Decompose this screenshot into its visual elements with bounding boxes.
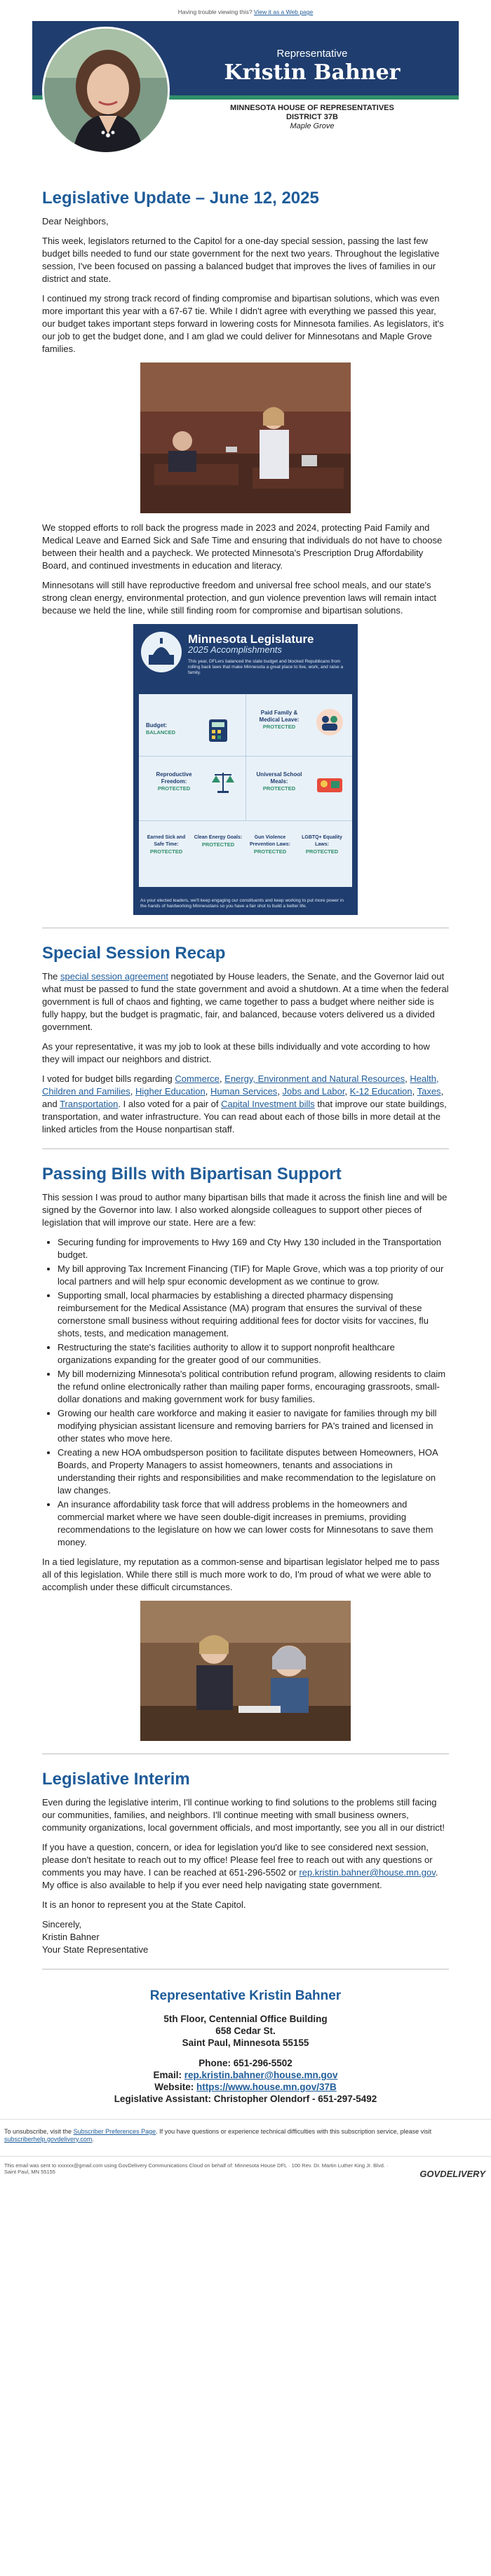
infographic-header — [133, 624, 358, 691]
contact-phone: Phone: 651-296-5502 — [199, 2058, 292, 2068]
signature-block — [42, 1918, 449, 1956]
accomplishments-infographic — [133, 624, 358, 915]
school-meal-icon — [314, 768, 345, 796]
divider — [42, 1969, 449, 1970]
list-item: • Creating a new HOA ombudsperson position to facilitate disputes between Homeowners, HOA Boards, and Property Managers to assist homeowners, tenants and associations in understanding their rights and responsibilities and make recommendation to the legislature on law changes. — [58, 1446, 449, 1497]
list-item: • Supporting small, local pharmacies by establishing a directed pharmacy dispensing reimbursement for the Medical Assistance (MA) program that ensures the survival of these cornerstone small business without requiring additional fees for doctor visits for vaccines, flu shots, tests, and medication management. — [58, 1289, 449, 1340]
infographic-title: Minnesota Legislature — [188, 632, 314, 646]
committee-photo — [140, 1601, 351, 1741]
subscriber-preferences-link[interactable]: Subscriber Preferences Page — [73, 2128, 156, 2135]
accomplishment-repro — [146, 771, 202, 792]
k12-link[interactable]: K-12 Education — [349, 1086, 412, 1097]
accomplishment-label: Reproductive Freedom: — [156, 771, 192, 785]
capital-text: that improve our state buildings, transportation, and water infrastructure. You can read about each of those bills in more detail at the linked articles from the House nonpartisan staff. — [42, 1099, 447, 1134]
accomplishment-budget — [146, 722, 195, 736]
accomplishment-status: BALANCED — [146, 729, 176, 735]
accomplishment-grid — [139, 694, 352, 887]
paragraph: As your representative, it was my job to look at these bills individually and vote according to how they will impact our neighbors and district. — [42, 1041, 430, 1064]
scales-icon — [209, 768, 237, 796]
contact-email-row — [42, 2069, 449, 2081]
accomplishment-label: Earned Sick and Safe Time: — [147, 835, 186, 847]
paragraph: I voted for budget bills regarding Commerce, Energy, Environment and Natural Resources, Health, Children and Families, Higher Education, Human Services, Jobs and Labor, K-12 Education, Taxes, and Transportation. I also voted for a pair of Capital Investment bills that improve our state buildings, transportation, and water infrastructure. You can read about each of those bills in more detail at the linked articles from the House nonpartisan staff. — [42, 1073, 447, 1134]
list-item: • My bill modernizing Minnesota's political contribution refund program, allowing residents to claim the refund online electronically rather than mailing paper forms, encouraging grassroots, small-dollar donations and making government work for busy families. — [58, 1368, 449, 1406]
paragraph: We stopped efforts to roll back the progress made in 2023 and 2024, protecting Paid Family and Medical Leave and Earned Sick and Safe Time and ensuring that individuals do not have to choose between their health and a paycheck. We protected Minnesota's Prescription Drug Affordability Board, and continued investments in education and literacy. — [42, 522, 443, 571]
contact-assistant: Legislative Assistant: Christopher Olendorf - 651-297-5492 — [114, 2094, 377, 2104]
contact-email-link[interactable]: rep.kristin.bahner@house.mn.gov — [184, 2070, 338, 2080]
budget-bills-intro: I voted for budget bills regarding — [42, 1073, 175, 1084]
list-item: • My bill approving Tax Increment Financing (TIF) for Maple Grove, which was a top priority of our local partners and will help spur economic development as we continue to grow. — [58, 1263, 449, 1288]
view-web-page-link[interactable]: View it as a Web page — [253, 8, 314, 15]
capitol-dome-icon — [140, 631, 182, 673]
contact-website-link[interactable]: https://www.house.mn.gov/37B — [196, 2082, 337, 2092]
contact-street: 658 Cedar St. — [215, 2026, 276, 2036]
sender-info: This email was sent to xxxxxx@gmail.com using GovDelivery Communications Cloud on behalf of: Minnesota House DFL · 100 Rev. Dr. Martin Luther King Jr. Blvd. · Saint Paul, MN 55155 — [4, 2162, 389, 2175]
district-info — [173, 104, 452, 131]
human-services-link[interactable]: Human Services — [210, 1086, 278, 1097]
list-item: • An insurance affordability task force that will address problems in the homeowners and commercial market where we have seen double-digit increases in premiums, providing recommendations to the legislature on how we can lower costs for Minnesotans to save them money. — [58, 1498, 449, 1549]
accomplishment-status: PROTECTED — [305, 848, 339, 855]
paragraph — [42, 970, 449, 1033]
jobs-labor-link[interactable]: Jobs and Labor — [282, 1086, 345, 1097]
unsub-text-b: . If you have questions or experience technical difficulties with this subscription service, please visit — [156, 2128, 432, 2135]
accomplishment-status: PROTECTED — [157, 785, 191, 792]
section-heading-recap: Special Session Recap — [42, 944, 226, 963]
contact-city: Saint Paul, Minnesota 55155 — [182, 2038, 309, 2048]
family-icon — [316, 708, 344, 736]
subscriber-help-link[interactable]: subscriberhelp.govdelivery.com — [4, 2136, 93, 2143]
paragraph: This week, legislators returned to the Capitol for a one-day special session, passing the last few budget bills needed to fund our state government for the next two years. Throughout the legislative session, I've been focused on passing a balanced budget that improves the lives of families in our district and state. — [42, 236, 440, 284]
capital-intro: . I also voted for a pair of — [118, 1099, 222, 1109]
accomplishment-status: PROTECTED — [262, 785, 296, 792]
infographic-description: This year, DFLers balanced the state budget and blocked Republicans from rolling back laws that make Minnesota a great place to live, work, and raise a family. — [188, 659, 344, 675]
accomplishment-label: Clean Energy Goals: — [194, 835, 243, 840]
higher-ed-link[interactable]: Higher Education — [135, 1086, 206, 1097]
energy-link[interactable]: Energy, Environment and Natural Resources — [224, 1073, 405, 1084]
accomplishment-label: Budget: — [146, 722, 168, 728]
accomplishment-label: LGBTQ+ Equality Laws: — [302, 835, 342, 847]
infographic-subtitle: 2025 Accomplishments — [188, 644, 282, 655]
accomplishment-label: Gun Violence Prevention Laws: — [250, 835, 290, 847]
accomplishment-gun-laws — [246, 834, 295, 855]
title-name: Kristin Bahner — [224, 60, 401, 85]
paragraph: It is an honor to represent you at the State Capitol. — [42, 1899, 246, 1910]
unsubscribe-note — [0, 2119, 491, 2149]
accomplishment-status: PROTECTED — [262, 724, 296, 730]
accomplishment-esst — [142, 834, 191, 855]
paragraph: In a tied legislature, my reputation as a common-sense and bipartisan legislator helped me to pass all of this legislation. While there still is much more work to do, I'm proud of what we were able to accomplish under these difficult circumstances. — [42, 1557, 440, 1592]
contact-website-row — [42, 2081, 449, 2093]
capital-investment-link[interactable]: Capital Investment bills — [221, 1099, 315, 1109]
contact-text: . My office is also available to help if you ever need help navigating state government. — [42, 1867, 438, 1890]
accomplishment-status: PROTECTED — [149, 848, 183, 855]
contact-intro: If you have a question, concern, or idea for legislation you'd like to see considered next session, please don't hesitate to reach out to my office! Please feel free to reach out with any questions or comments you may have. I can be reached at 651-296-5502 or — [42, 1842, 433, 1878]
paragraph: I continued my strong track record of finding compromise and bipartisan solutions, which was even more important this year with a 67-67 tie. While I didn't agree with everything we passed this year, our budget takes important steps forward in lowering costs for Minnesota families. As legislators, it's our job to get the budget done, and I am glad we could deliver for Minnesotans and Maple Grove families. — [42, 293, 444, 354]
unsub-text-a: To unsubscribe, visit the — [4, 2128, 74, 2135]
contact-name: Representative Kristin Bahner — [149, 1988, 342, 2003]
signature-name: Kristin Bahner — [42, 1932, 100, 1942]
title-small: Representative — [276, 48, 348, 60]
health-link[interactable]: Health, Children and Families — [42, 1073, 439, 1097]
footer-bar — [0, 2156, 491, 2191]
paragraph — [42, 1841, 449, 1892]
recap-text: negotiated by House leaders, the Senate, and the Governor laid out what must be passed to fund the state government and avoid a shutdown. At a time when the federal government is full of chaos and fighting, we came together to pass a budget where neither side is fully happy, but the budget is pragmatic, fair, and balanced, because voters delivered us a divided government. — [42, 971, 449, 1032]
main-content — [32, 189, 459, 2119]
infographic-footer: As your elected leaders, we'll keep engaging our constituents and keep working to put more power in the hands of hardworking Minnesotans so you have a fair shot to build a better life. — [140, 898, 344, 909]
signature-title: Your State Representative — [42, 1944, 149, 1955]
section-heading-bipartisan: Passing Bills with Bipartisan Support — [42, 1165, 342, 1184]
email-label: Email: — [153, 2070, 184, 2080]
website-label: Website: — [154, 2082, 196, 2092]
accomplishment-meals — [251, 771, 307, 792]
accomplishment-label: Paid Family & Medical Leave: — [259, 710, 300, 723]
calculator-icon — [199, 718, 234, 743]
signature-sincerely: Sincerely, — [42, 1919, 82, 1930]
unsub-text-c: . — [92, 2136, 94, 2143]
house-floor-photo — [140, 362, 351, 513]
transportation-link[interactable]: Transportation — [60, 1099, 119, 1109]
contact-block — [42, 1988, 449, 2119]
paragraph: Minnesotans will still have reproductive freedom and universal free school meals, and our state's strong clean energy, environmental protection, and gun violence prevention laws will remain intact because we held the line, while still finding room for compromise and bipartisan solutions. — [42, 580, 436, 616]
section-heading-interim: Legislative Interim — [42, 1770, 190, 1789]
recap-lead: The — [42, 971, 61, 982]
email-link[interactable]: rep.kristin.bahner@house.mn.gov — [299, 1867, 436, 1878]
view-online-note — [0, 0, 491, 21]
accomplishment-status: PROTECTED — [201, 841, 235, 848]
bill-list — [58, 1236, 449, 1549]
list-item: • Securing funding for improvements to Hwy 169 and Cty Hwy 130 included in the Transportation budget. — [58, 1236, 449, 1261]
newsletter — [32, 21, 459, 2119]
govdelivery-logo[interactable]: GOVDELIVERY — [419, 2169, 485, 2179]
paragraph: Even during the legislative interim, I'll continue working to find solutions to the problems still facing our communities, families, and neighbors. I'll continue meeting with small business owners, community organizations, local government officials, and most importantly, see you all in our district! — [42, 1797, 445, 1833]
paragraph: This session I was proud to author many bipartisan bills that made it across the finish line and will be signed by the Governor into law. I also worked alongside colleagues to support other pieces of legislation that will improve our state. Here are a few: — [42, 1192, 448, 1228]
header-banner — [32, 21, 459, 186]
accomplishment-clean-energy — [194, 834, 243, 848]
taxes-link[interactable]: Taxes — [417, 1086, 441, 1097]
special-session-agreement-link[interactable]: special session agreement — [60, 971, 168, 982]
commerce-link[interactable]: Commerce — [175, 1073, 220, 1084]
accomplishment-lgbtq — [297, 834, 347, 855]
city-label: Maple Grove — [290, 122, 335, 130]
accomplishment-pfml — [251, 710, 307, 731]
greeting: Dear Neighbors, — [42, 216, 109, 226]
trouble-text: Having trouble viewing this? — [177, 8, 253, 15]
list-item: • Restructuring the state's facilities authority to allow it to support nonprofit healthcare organizations expanding for the greater good of our communities. — [58, 1341, 449, 1367]
list-item: • Growing our health care workforce and making it easier to navigate for families through my bill modifying physician assistant licensure and removing barriers for PA's trained and licensed in other states who move here. — [58, 1407, 449, 1445]
contact-office: 5th Floor, Centennial Office Building — [163, 2014, 328, 2024]
representative-portrait — [42, 27, 170, 154]
district-label: DISTRICT 37B — [286, 113, 338, 121]
accomplishment-label: Universal School Meals: — [256, 771, 302, 785]
section-heading-update: Legislative Update – June 12, 2025 — [42, 189, 319, 208]
divider — [42, 1148, 449, 1149]
org-label: MINNESOTA HOUSE OF REPRESENTATIVES — [230, 104, 394, 112]
accomplishment-status: PROTECTED — [253, 848, 287, 855]
